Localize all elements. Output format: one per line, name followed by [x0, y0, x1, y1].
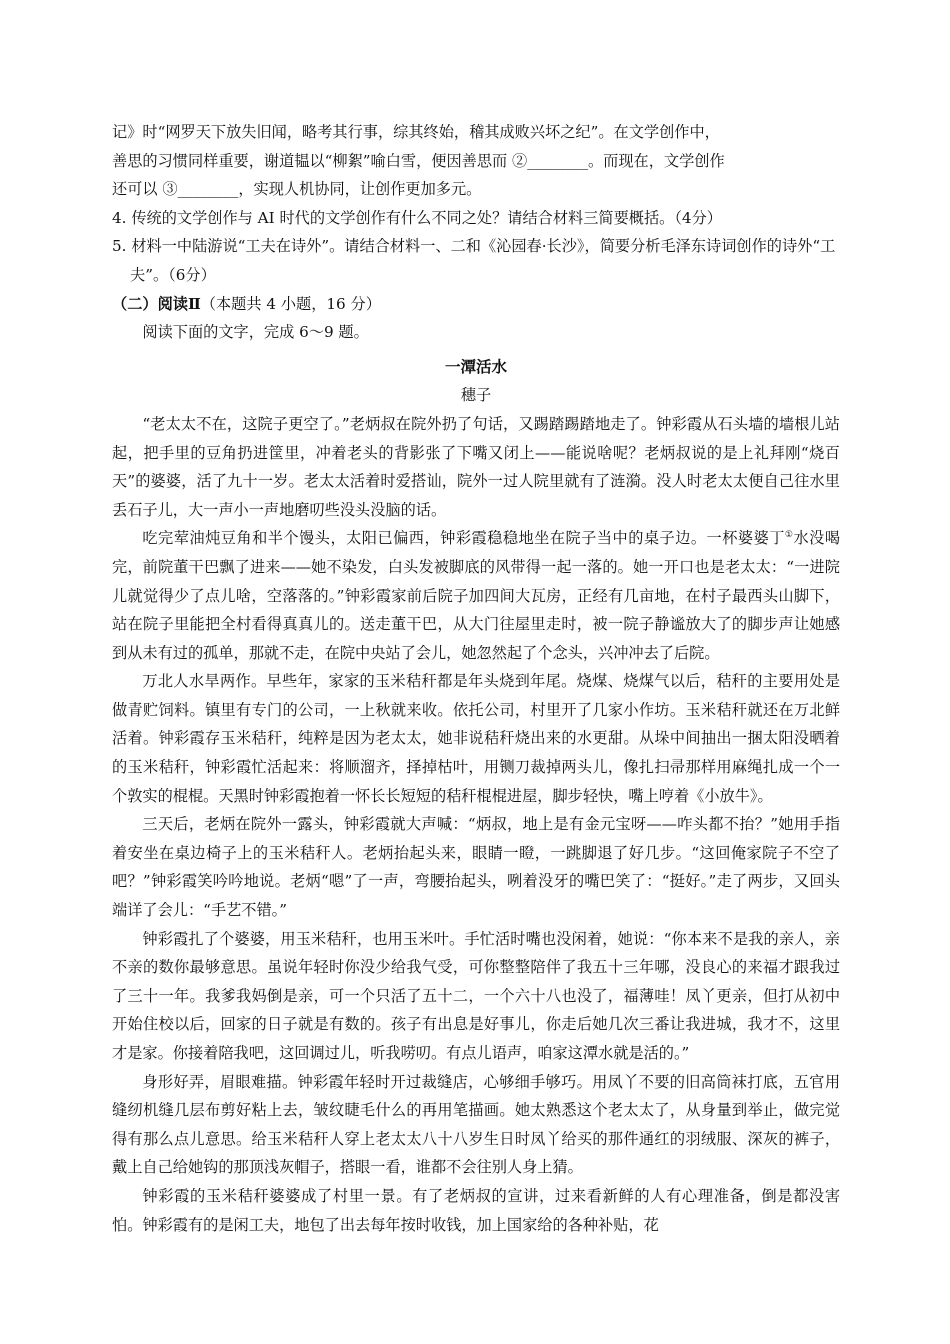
section-label: （二）阅读Ⅱ	[112, 294, 201, 313]
story-paragraph-4: 三天后，老炳在院外一露头，钟彩霞就大声喊：“炳叔，地上是有金元宝呀——咋头都不抬？”她用手指着安坐在桌边椅子上的玉米秸秆人。老炳抬起头来，眼睛一瞪，一跳脚退了好几步。“这回俺家院子不空了吧？”钟彩霞笑吟吟地说。老炳“嗯”了一声，弯腰抬起头，咧着没牙的嘴巴笑了：“挺好。”走了两步，又回头端详了会儿：“手艺不错。”	[112, 815, 840, 920]
question-5: 5. 材料一中陆游说“工夫在诗外”。请结合材料一、二和《沁园春·长沙》，简要分析毛泽东诗词创作的诗外“工夫”。（6分）	[112, 237, 836, 284]
story-author: 穗子	[460, 386, 492, 405]
section-instruction: 阅读下面的文字，完成 6～9 题。	[142, 323, 369, 342]
section-heading	[112, 290, 840, 319]
story-title: 一潭活水	[444, 356, 507, 376]
story-paragraph-7: 钟彩霞的玉米秸秆婆婆成了村里一景。有了老炳叔的宣讲，过来看新鲜的人有心理准备，倒是都没害怕。钟彩霞有的是闲工夫，地包了出去每年按时收钱，加上国家给的各种补贴，花	[112, 1186, 840, 1234]
document-page	[112, 118, 840, 1239]
story-paragraph-2	[112, 524, 840, 667]
story-paragraph-3: 万北人水旱两作。早些年，家家的玉米秸秆都是年头烧到年尾。烧煤、烧煤气以后，秸秆的主要用处是做青贮饲料。镇里有专门的公司，一上秋就来收。依托公司，村里开了几家小作坊。玉米秸秆就还在万北鲜活着。钟彩霞存玉米秸秆，纯粹是因为老太太，她非说秸秆烧出来的水更甜。从垛中间抽出一捆太阳没晒着的玉米秸秆，钟彩霞忙活起来：将顺溜齐，择掉枯叶，用铡刀裁掉两头儿，像扎扫帚那样用麻绳扎成一个一个敦实的棍棍。天黑时钟彩霞抱着一怀长长短短的秸秆棍棍进屋，脚步轻快，嘴上哼着《小放牛》。	[112, 672, 840, 805]
intro-line-3: 还可以 ③________，实现人机协同，让创作更加多元。	[112, 180, 482, 199]
question-4: 4. 传统的文学创作与 AI 时代的文学创作有什么不同之处？请结合材料三简要概括。（4分）	[112, 208, 722, 227]
intro-line-1: 记》时“网罗天下放失旧闻，略考其行事，综其终始，稽其成败兴坏之纪”。在文学创作中，	[112, 123, 720, 141]
story-paragraph-2-rest: 水没喝完，前院董干巴飘了进来——她不染发，白头发被脚底的风带得一起一落的。她一开口也是老太太：“一进院儿就觉得少了点儿啥，空落落的。”钟彩霞家前后院子加四间大瓦房，正经有几亩地，在村子最西头山脚下，站在院子里能把全村看得真真儿的。送走董干巴，从大门往屋里走时，被一院子静谧放大了的脚步声让她感到从未有过的孤单，那就不走，在院中央站了会儿，她忽然起了个念头，兴冲冲去了后院。	[112, 529, 841, 662]
footnote-marker: ①	[784, 530, 794, 541]
section-note: （本题共 4 小题，16 分）	[200, 294, 381, 313]
story-paragraph-6: 身形好弄，眉眼难描。钟彩霞年轻时开过裁缝店，心够细手够巧。用凤丫不要的旧高筒袜打底，五官用缝纫机缝几层布剪好粘上去，皱纹睫毛什么的再用笔描画。她太熟悉这个老太太了，从身量到举止，做完觉得有那么点儿意思。给玉米秸秆人穿上老太太八十八岁生日时凤丫给买的那件通红的羽绒服、深灰的裤子，戴上自己给她钩的那顶浅灰帽子，搭眼一看，谁都不会往别人身上猜。	[112, 1072, 840, 1177]
intro-line-2: 善思的习惯同样重要，谢道韫以“柳絮”喻白雪，便因善思而 ②________。而现在，文学创作	[112, 151, 725, 170]
story-paragraph-5: 钟彩霞扎了个婆婆，用玉米秸秆，也用玉米叶。手忙活时嘴也没闲着，她说：“你本来不是我的亲人，亲不亲的数你最够意思。虽说年轻时你没少给我气受，可你整整陪伴了我五十三年哪，没良心的来福才跟我过了三十一年。我爹我妈倒是亲，可一个只活了五十二，一个六十八也没了，福薄哇！凤丫更亲，但打从初中开始住校以后，回家的日子就是有数的。孩子有出息是好事儿，你走后她几次三番让我进城，我才不，这里才是家。你接着陪我吧，这回调过儿，听我唠叨。有点儿语声，咱家这潭水就是活的。”	[112, 929, 840, 1062]
story-paragraph-1: “老太太不在，这院子更空了。”老炳叔在院外扔了句话，又踢踏踢踏地走了。钟彩霞从石头墙的墙根儿站起，把手里的豆角扔进筐里，冲着老头的背影张了下嘴又闭上——能说啥呢？老炳叔说的是上礼拜刚“烧百天”的婆婆，活了九十一岁。老太太活着时爱搭讪，院外一过人院里就有了涟漪。没人时老太太便自己往水里丢石子儿，大一声小一声地磨叨些没头没脑的话。	[112, 414, 840, 519]
story-paragraph-2-start: 吃完荤油炖豆角和半个馒头，太阳已偏西，钟彩霞稳稳地坐在院子当中的桌子边。一杯婆婆丁	[142, 529, 785, 548]
